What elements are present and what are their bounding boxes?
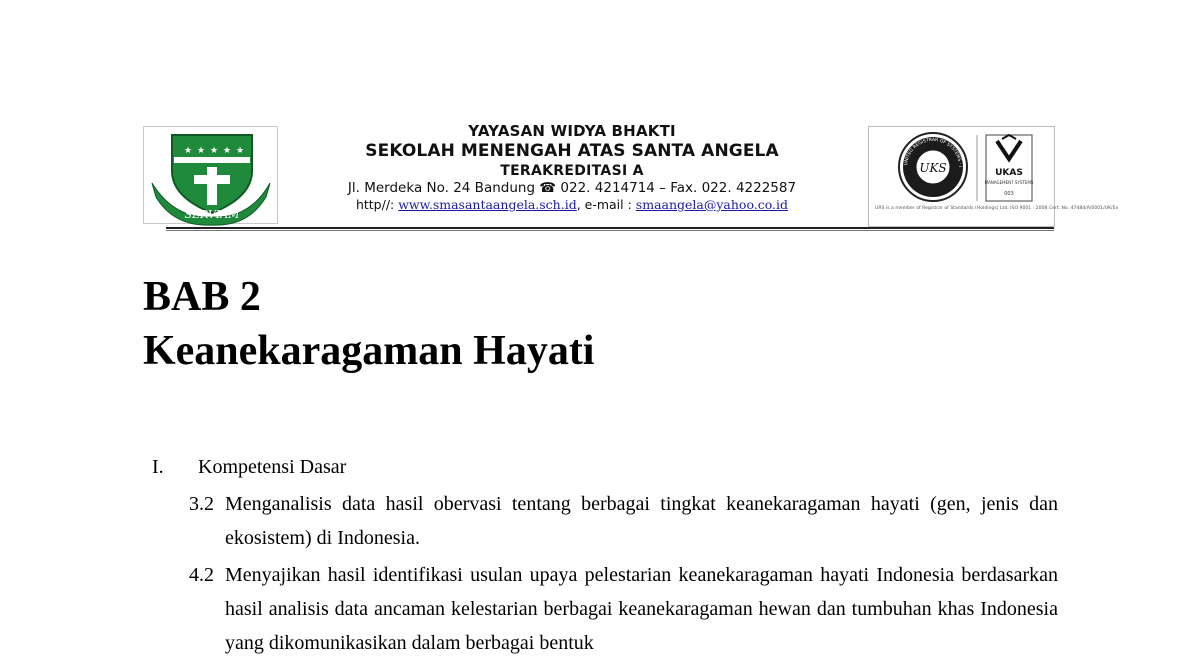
ukas-number: 003 [1004, 191, 1014, 197]
item-text: Menganalisis data hasil obervasi tentang berbagai tingkat keanekaragaman hayati (gen, jenis dan ekosistem) di Indonesia. [225, 493, 1058, 549]
section-number: I. [152, 456, 164, 478]
ukas-mark-icon [985, 135, 1034, 201]
logo-motto: SERVIAM [184, 208, 240, 221]
ukas-text: UKAS [995, 168, 1023, 178]
letterhead-divider [166, 227, 1054, 229]
competency-item [152, 558, 1058, 660]
email-link[interactable]: smaangela@yahoo.co.id [635, 197, 789, 212]
section-heading [152, 456, 1058, 484]
section-title: Kompetensi Dasar [198, 456, 347, 478]
website-link[interactable]: www.smasantaangela.sch.id [398, 197, 577, 212]
foundation-name: YAYASAN WIDYA BHAKTI [468, 122, 676, 140]
document-body [152, 456, 1058, 660]
svg-text:★: ★ [223, 146, 232, 156]
accreditation-label: TERAKREDITASI A [500, 163, 644, 179]
web-label: http//: [355, 197, 399, 212]
urs-badge-icon [869, 127, 967, 201]
svg-text:★: ★ [197, 146, 206, 156]
letterhead-text [282, 122, 862, 212]
school-address: Jl. Merdeka No. 24 Bandung ☎ 022. 4214714 – Fax. 022. 4222587 [347, 180, 797, 196]
letterhead-divider-thin [166, 230, 1054, 231]
ukas-sub: MANAGEMENT SYSTEMS [984, 180, 1034, 185]
svg-text:★: ★ [184, 146, 193, 156]
competency-item [152, 487, 1058, 555]
item-number: 4.2 [189, 564, 214, 586]
chapter-heading [143, 270, 594, 378]
certification-logos [869, 127, 1054, 207]
badge-ring-text: UNITED REGISTRAR OF SYSTEMS · I [904, 137, 963, 168]
certification-box [868, 126, 1119, 227]
contact-line [282, 197, 862, 212]
email-label: , e-mail : [576, 197, 636, 212]
chapter-number: BAB 2 [143, 274, 261, 320]
svg-text:★: ★ [236, 146, 245, 156]
chapter-title: Keanekaragaman Hayati [143, 328, 595, 374]
school-name: SEKOLAH MENENGAH ATAS SANTA ANGELA [365, 141, 779, 161]
badge-text: UKS [919, 161, 947, 175]
certification-note: URS is a member of Registrar of Standards (Holdings) Ltd. ISO 9001 : 2008 Cert. No. 47484/A/0001/UK/En [875, 206, 1119, 211]
svg-text:★: ★ [210, 146, 219, 156]
school-logo [143, 126, 278, 224]
item-text: Menyajikan hasil identifikasi usulan upaya pelestarian keanekaragaman hayati Indonesia berdasarkan hasil analisis data ancaman kelestarian berbagai keanekaragaman hewan dan tumbuhan khas Indonesia yang dikomunikasikan dalam berbagai bentuk [225, 564, 1058, 654]
item-number: 3.2 [189, 493, 214, 515]
school-crest-icon [144, 127, 277, 223]
